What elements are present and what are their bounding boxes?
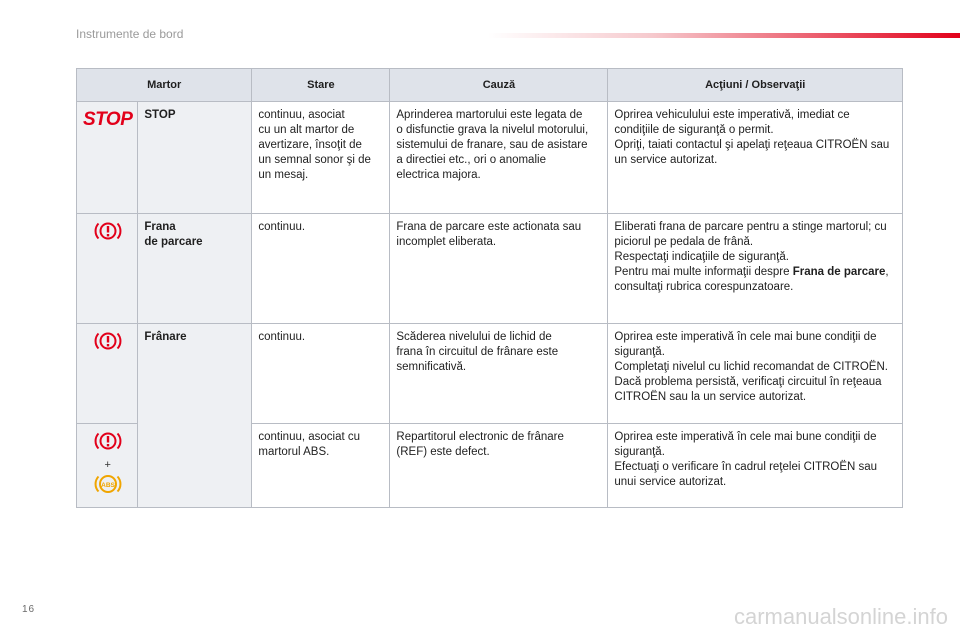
text-line: Repartitorul electronic de frânare — [396, 431, 564, 443]
column-header-actiuni: Acţiuni / Observaţii — [608, 69, 903, 102]
text-line: semnificativă. — [396, 361, 467, 373]
page-header-title: Instrumente de bord — [76, 27, 184, 41]
text-line: condiţiile de siguranţă o permit. — [614, 124, 774, 136]
text-line: o disfunctie grava la nivelul motorului, — [396, 124, 589, 136]
actiuni-cell — [608, 102, 903, 214]
text-line: Frana — [144, 221, 176, 233]
column-header-martor: Martor — [77, 69, 252, 102]
cauza-cell — [390, 324, 608, 424]
icon-cell — [77, 102, 138, 214]
icon-cell — [77, 324, 138, 424]
text-line: a directiei etc., ori o anomalie — [396, 154, 546, 166]
text-line: Frana de parcare este actionata sau — [396, 221, 582, 233]
text-line: continuu. — [258, 221, 306, 233]
text-line: Oprirea este imperativă în cele mai bune condiţii de — [614, 331, 877, 343]
abs-icon-text: ABS — [100, 482, 115, 489]
text-span: Pentru mai multe informaţii despre — [614, 266, 793, 278]
cauza-cell — [390, 424, 608, 508]
text-line: un mesaj. — [258, 169, 309, 181]
text-line: Aprinderea martorului este legata de — [396, 109, 583, 121]
text-line: avertizare, însoţit de — [258, 139, 362, 151]
actiuni-cell — [608, 424, 903, 508]
text-line: (REF) este defect. — [396, 446, 490, 458]
text-line: sistemului de franare, sau de asistare — [396, 139, 588, 151]
cauza-cell — [390, 102, 608, 214]
plus-sign: + — [104, 459, 111, 471]
section-reference: Frana de parcare — [792, 266, 886, 278]
text-line: continuu, asociat cu — [258, 431, 361, 443]
cauza-cell — [390, 214, 608, 324]
text-line: piciorul pe pedala de frână. — [614, 236, 754, 248]
text-line: Eliberati frana de parcare pentru a stinge martorul; cu — [614, 221, 887, 233]
text-line — [614, 265, 897, 280]
text-line: Efectuaţi o verificare în cadrul reţelei CITROËN sau — [614, 461, 878, 473]
icon-cell — [77, 424, 138, 508]
table-header-row — [77, 69, 903, 102]
text-line: Respectaţi indicaţiile de siguranţă. — [614, 251, 789, 263]
text-line: CITROËN sau la un service autorizat. — [614, 391, 807, 403]
actiuni-cell — [608, 324, 903, 424]
page-number: 16 — [22, 604, 36, 615]
column-header-cauza: Cauză — [390, 69, 608, 102]
brake-warning-icon — [94, 430, 122, 457]
table-row — [77, 324, 903, 424]
actiuni-cell — [608, 214, 903, 324]
warning-name — [138, 214, 252, 324]
warning-name: STOP — [138, 102, 252, 214]
text-line: unui service autorizat. — [614, 476, 727, 488]
watermark: carmanualsonline.info — [733, 604, 948, 629]
text-line: un service autorizat. — [614, 154, 718, 166]
column-header-stare: Stare — [252, 69, 390, 102]
text-span: , — [885, 266, 889, 278]
text-line: siguranţă. — [614, 346, 665, 358]
text-line: continuu, asociat — [258, 109, 345, 121]
warning-name: Frânare — [138, 324, 252, 508]
brake-warning-icon — [94, 220, 122, 247]
text-line: siguranţă. — [614, 446, 665, 458]
stare-cell — [252, 424, 390, 508]
stare-cell — [252, 102, 390, 214]
text-line: cu un alt martor de — [258, 124, 355, 136]
text-line: martorul ABS. — [258, 446, 330, 458]
table-row — [77, 214, 903, 324]
abs-warning-icon — [94, 473, 122, 500]
text-line: Dacă problema persistă, verificaţi circuitul în reţeaua — [614, 376, 882, 388]
text-line: Oprirea este imperativă în cele mai bune condiţii de — [614, 431, 877, 443]
text-line: Oprirea vehiculului este imperativă, imediat ce — [614, 109, 850, 121]
text-line: consultaţi rubrica corespunzatoare. — [614, 281, 794, 293]
text-line: un semnal sonor şi de — [258, 154, 371, 166]
text-line: continuu. — [258, 331, 306, 343]
table-row — [77, 102, 903, 214]
text-line: Scăderea nivelului de lichid de — [396, 331, 552, 343]
brake-warning-icon — [94, 330, 122, 357]
header-accent-line — [488, 33, 960, 38]
text-line: Completaţi nivelul cu lichid recomandat de CITROËN. — [614, 361, 888, 373]
stare-cell — [252, 324, 390, 424]
warning-lights-table — [76, 68, 903, 508]
text-line: incomplet eliberata. — [396, 236, 497, 248]
text-line: electrica majora. — [396, 169, 481, 181]
stop-warning-icon: STOP — [83, 109, 133, 130]
text-line: frana în circuitul de frânare este — [396, 346, 559, 358]
icon-cell — [77, 214, 138, 324]
text-line: de parcare — [144, 236, 203, 248]
text-line: Opriţi, taiati contactul şi apelaţi reţeaua CITROËN sau — [614, 139, 890, 151]
stare-cell — [252, 214, 390, 324]
